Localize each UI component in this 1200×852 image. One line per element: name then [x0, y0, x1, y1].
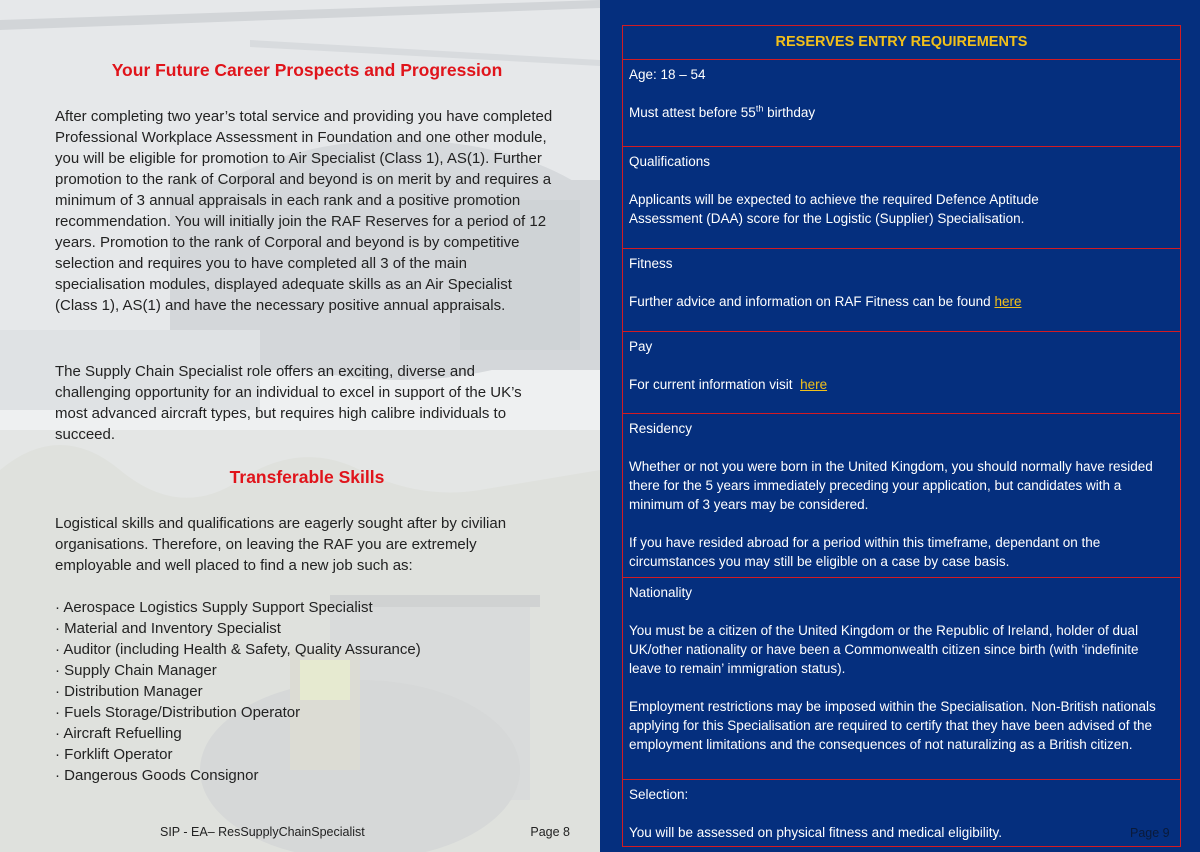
right-page	[600, 0, 1200, 852]
list-item: · Auditor (including Health & Safety, Quality Assurance)	[55, 641, 421, 658]
career-prospects-heading: Your Future Career Prospects and Progression	[111, 60, 503, 80]
qualifications-row	[623, 147, 1180, 249]
nationality-text-2: Employment restrictions may be imposed within the Specialisation. Non-British nationals applying for this Specialisation are required to certify that they have been advised of the employment limitations and the consequences of not naturalizing as a British citizen.	[629, 699, 1156, 752]
entry-requirements-table	[622, 25, 1181, 847]
list-item: · Distribution Manager	[55, 683, 203, 700]
transferable-skills-heading: Transferable Skills	[229, 467, 385, 487]
age-text: Must attest before 55th birthday	[629, 103, 816, 120]
career-prospects-paragraph: After completing two year’s total service and providing you have completed Professional Workplace Assessment in Foundation and one other module, you will be eligible for promotion to Air Specialist (Class 1), AS(1). Further promotion to the rank of Corporal and beyond is on merit by and requires a minimum of 3 annual appraisals in each rank and a positive promotion recommendation. You will initially join the RAF Reserves for a period of 12 years. Promotion to the rank of Corporal and beyond is by competitive selection and requires you to have completed all 3 of the main specialisation modules, displayed adequate skills as an Air Specialist (Class 1), AS(1) and have the necessary positive annual appraisals.	[55, 108, 553, 314]
document-reference: SIP - EA– ResSupplyChainSpecialist	[160, 825, 365, 839]
residency-text-1: Whether or not you were born in the United Kingdom, you should normally have resided there for the 5 years immediately preceding your application, but candidates with a minimum of 3 years may be considered.	[629, 459, 1153, 512]
selection-label: Selection:	[629, 787, 689, 802]
fitness-label: Fitness	[629, 256, 673, 271]
pay-link[interactable]: here	[800, 377, 828, 392]
fitness-text: Further advice and information on RAF Fitness can be found here	[629, 294, 1022, 309]
pay-text: For current information visit here	[629, 377, 828, 392]
list-item: · Fuels Storage/Distribution Operator	[55, 704, 301, 721]
fitness-row	[623, 249, 1180, 332]
page-number: Page 8	[530, 825, 570, 839]
residency-row	[623, 414, 1180, 578]
table-title: RESERVES ENTRY REQUIREMENTS	[623, 26, 1180, 60]
pay-row	[623, 332, 1180, 414]
nationality-row	[623, 578, 1180, 780]
age-row	[623, 60, 1180, 147]
list-item: · Supply Chain Manager	[55, 662, 217, 679]
list-item: · Forklift Operator	[55, 746, 173, 763]
qualifications-label: Qualifications	[629, 154, 711, 169]
transferable-skills-paragraph: Logistical skills and qualifications are eagerly sought after by civilian organisations. Therefore, on leaving the RAF you are extremely employable and well placed to find a new job such as:	[55, 515, 507, 574]
residency-text-2: If you have resided abroad for a period within this timeframe, dependant on the circumstances you may still be eligible on a case by case basis.	[629, 535, 1101, 569]
list-item: · Aircraft Refuelling	[55, 725, 182, 742]
list-item: · Aerospace Logistics Supply Support Specialist	[55, 599, 373, 616]
right-page-number: Page 9	[1130, 826, 1170, 840]
selection-row	[623, 780, 1180, 846]
selection-text: You will be assessed on physical fitness and medical eligibility.	[629, 825, 1002, 840]
role-description-paragraph: The Supply Chain Specialist role offers an exciting, diverse and challenging opportunity for an individual to excel in support of the UK’s most advanced aircraft types, but requires high calibre individuals to succeed.	[55, 363, 522, 443]
skills-list	[55, 597, 421, 786]
fitness-link[interactable]: here	[994, 294, 1022, 309]
nationality-label: Nationality	[629, 585, 693, 600]
nationality-text-1: You must be a citizen of the United Kingdom or the Republic of Ireland, holder of dual UK/other nationality or have been a Commonwealth citizen since birth (with ‘indefinite leave to remain’ immigration status).	[629, 623, 1139, 676]
age-label: Age: 18 – 54	[629, 67, 706, 82]
pay-label: Pay	[629, 339, 653, 354]
list-item: · Material and Inventory Specialist	[55, 620, 281, 637]
qualifications-text: Applicants will be expected to achieve the required Defence Aptitude Assessment (DAA) score for the Logistic (Supplier) Specialisation.	[629, 192, 1039, 226]
list-item: · Dangerous Goods Consignor	[55, 767, 259, 784]
residency-label: Residency	[629, 421, 693, 436]
